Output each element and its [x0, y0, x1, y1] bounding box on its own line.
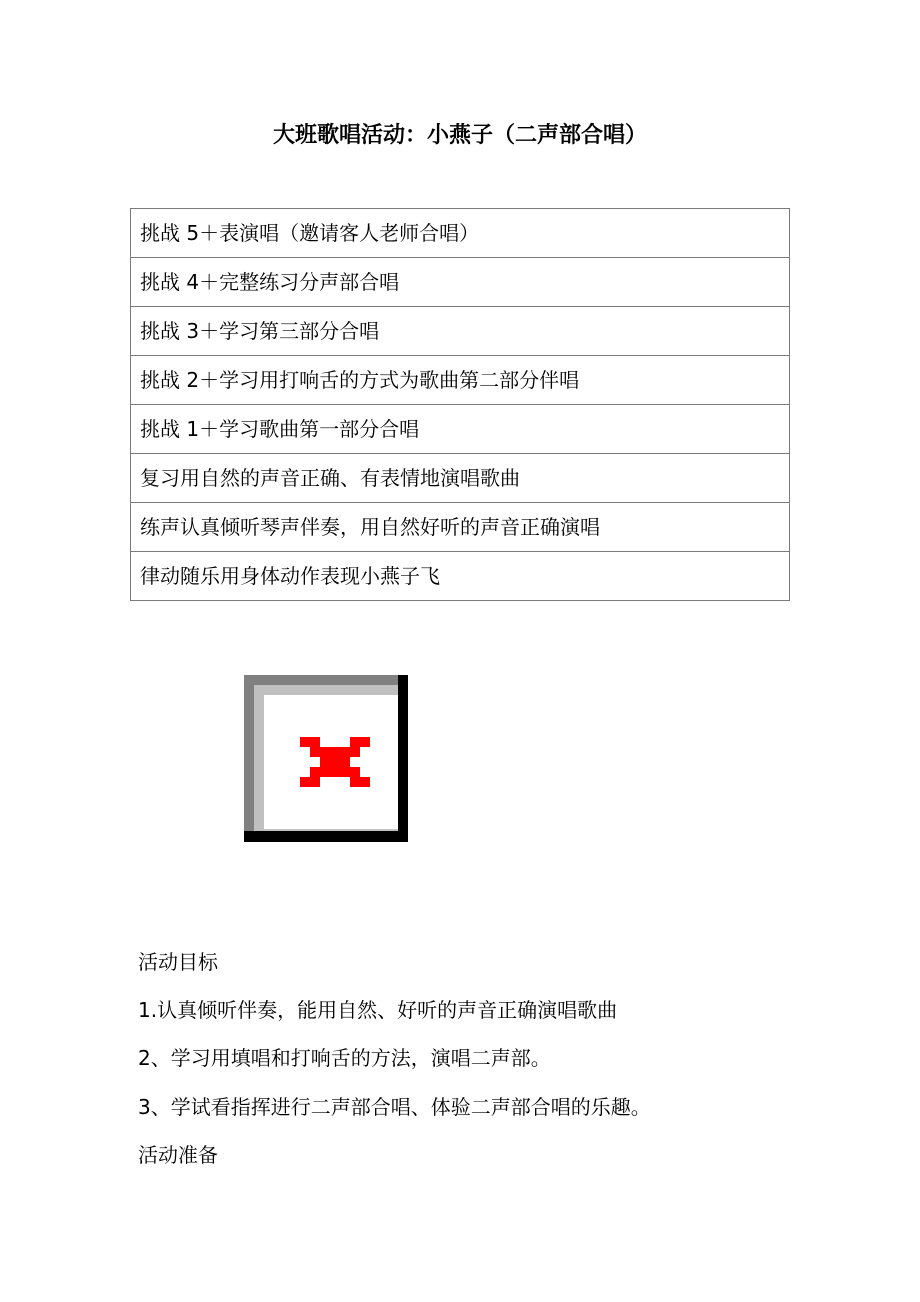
table-cell: 练声认真倾听琴声伴奏，用自然好听的声音正确演唱: [131, 503, 790, 552]
challenge-steps-table: [130, 208, 790, 601]
page-title: 大班歌唱活动：小燕子（二声部合唱）: [272, 123, 647, 148]
goal-item: 3、学试看指挥进行二声部合唱、体验二声部合唱的乐趣。: [138, 1095, 651, 1119]
red-x-mark: [300, 777, 320, 787]
table-row: [131, 258, 790, 307]
table-cell: 挑战 5＋表演唱（邀请客人老师合唱）: [131, 209, 790, 258]
table-cell: 挑战 2＋学习用打响舌的方式为歌曲第二部分伴唱: [131, 356, 790, 405]
goal-item: 1.认真倾听伴奏，能用自然、好听的声音正确演唱歌曲: [138, 998, 618, 1022]
table-row: [131, 552, 790, 601]
goal-item: 2、学习用填唱和打响舌的方法，演唱二声部。: [138, 1046, 551, 1070]
image-placeholder-area: [264, 695, 398, 829]
table-row: [131, 356, 790, 405]
table-row: [131, 405, 790, 454]
image-frame-outer: [244, 675, 398, 831]
table-row: [131, 454, 790, 503]
table-cell: 挑战 4＋完整练习分声部合唱: [131, 258, 790, 307]
table-row: [131, 307, 790, 356]
red-x-mark: [300, 737, 320, 747]
table-row: [131, 503, 790, 552]
table-cell: 复习用自然的声音正确、有表情地演唱歌曲: [131, 454, 790, 503]
red-x-mark: [350, 737, 370, 747]
red-x-mark: [350, 777, 370, 787]
preparation-heading: 活动准备: [138, 1143, 218, 1167]
table-cell: 律动随乐用身体动作表现小燕子飞: [131, 552, 790, 601]
table-row: [131, 209, 790, 258]
red-x-mark: [310, 767, 360, 777]
table-cell: 挑战 1＋学习歌曲第一部分合唱: [131, 405, 790, 454]
table-cell: 挑战 3＋学习第三部分合唱: [131, 307, 790, 356]
red-x-mark: [310, 747, 360, 757]
broken-image-icon: [244, 675, 408, 842]
red-x-mark: [320, 757, 350, 767]
image-frame-inner: [254, 685, 398, 831]
goals-heading: 活动目标: [138, 950, 218, 974]
